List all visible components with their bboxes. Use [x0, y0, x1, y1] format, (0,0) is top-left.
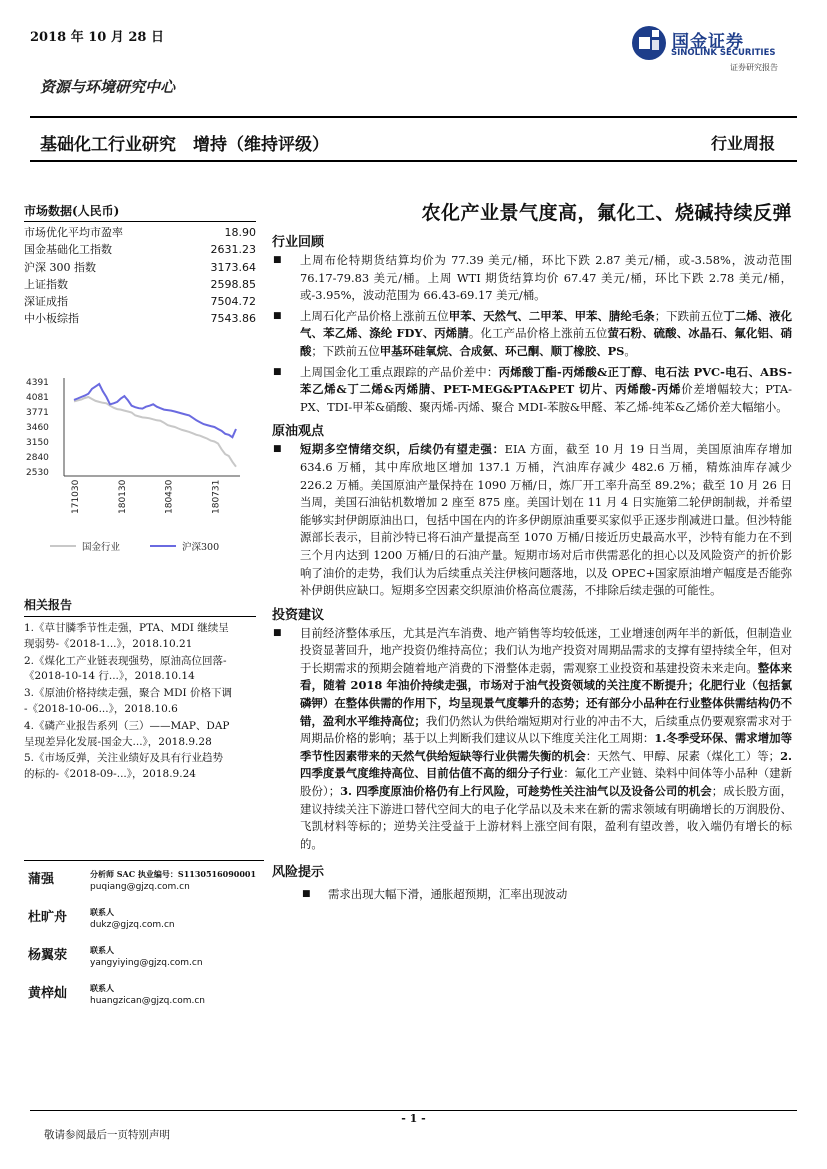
market-data-row — [24, 259, 256, 276]
related-report-title: 5.《市场反弹，关注业绩好及具有行业趋势 — [24, 752, 224, 765]
review-chem-down: 甲基环硅氧烷、合成氨、环己酮、顺丁橡胶、PS — [379, 343, 625, 358]
title-divider — [30, 160, 797, 162]
analyst-name: 蒲强 — [28, 872, 55, 887]
page-number: - 1 - — [401, 1112, 426, 1125]
market-data-title: 市场数据(人民币) — [24, 204, 120, 218]
disclaimer-note: 敬请参阅最后一页特别声明 — [44, 1129, 170, 1141]
analyst-role: 联系人 — [90, 983, 114, 993]
market-data-value: 2598.85 — [210, 277, 256, 291]
related-report-source: -《2018-10-06...》，2018.10.6 — [24, 702, 178, 715]
market-data-label: 市场优化平均市盈率 — [24, 226, 123, 239]
review-spreads-text: 价差增幅较大；PTA-PX、TDI-甲苯&硝酸、聚丙烯-丙烯、聚合 MDI-苯胺&甲醛、苯乙烯-纯苯&乙烯 — [300, 382, 792, 414]
bullet-icon: ■ — [273, 627, 282, 638]
review-prices-up: 甲苯、天然气、二甲苯、甲苯、腈纶毛条 — [448, 308, 655, 323]
invest-text: ；成长股方面，建议持续关注下游进口替代空间大的电子化学品以及未来在新的需求领域有明确增长的万润股份、飞凯材料等标的；逆势关注受益于上游材料上涨空间有限，盈利有望改善，收入端仍有增长的标的。 — [300, 784, 792, 851]
analyst-name: 黄梓灿 — [28, 986, 68, 1001]
related-report-item[interactable] — [24, 686, 270, 718]
company-logo — [630, 24, 790, 76]
logo-english-name: SINOLINK SECURITIES — [671, 48, 776, 58]
series-line-industry — [74, 397, 236, 467]
oil-view-lead: 短期多空情绪交织，后续仍有望走强： — [300, 442, 505, 457]
related-report-title: 3.《原油价格持续走强，聚合 MDI 价格下调 — [24, 687, 233, 700]
invest-highlight: 1.冬季受环保、需求增加等季节性因素带来的天然气供给短缺等行业供需失衡的机会 — [300, 731, 792, 763]
report-headline: 农化产业景气度高，氟化工、烧碱持续反弹 — [421, 202, 792, 224]
analyst-email[interactable]: yangyiying@gjzq.com.cn — [90, 958, 203, 968]
review-oil-text: 上周布伦特期货结算均价为 77.39 美元/桶，环比下跌 2.87 美元/桶，或-3.58%，波动范围 76.17-79.83 美元/桶。上周 WTI 期货结算均价 67.47 美元/桶，环比下跌 2.78 美元/桶，或-3.95%，波动范围为 66.43-69.17 美元/桶。 — [300, 253, 792, 303]
risk-text: 需求出现大幅下滑，通胀超预期，汇率出现波动 — [328, 887, 568, 902]
logo-mark-icon — [630, 24, 668, 62]
index-comparison-chart — [22, 370, 252, 560]
market-data-row — [24, 276, 256, 293]
review-paragraph-prices — [272, 308, 792, 361]
analyst-name: 杨翼荥 — [28, 948, 68, 963]
market-divider — [24, 221, 256, 222]
review-prices-text: 上周石化产品价格上涨前五位 — [300, 308, 449, 323]
market-data-value: 7543.86 — [210, 312, 256, 326]
invest-text: ：天然气、甲醇、尿素（煤化工）等； — [585, 748, 781, 763]
review-spreads-up: 丙烯酸丁酯-丙烯酸&正丁醇、电石法 PVC-电石、ABS-苯乙烯&丁二烯&丙烯腈、PET-MEG&PTA&PET 切片、丙烯酸-丙烯 — [300, 364, 792, 397]
logo-chinese-name: 国金证券 — [672, 32, 744, 52]
review-prices-text: 。 — [624, 343, 636, 358]
invest-highlight: 2. 四季度景气度维持高位、目前估值不高的细分子行业 — [300, 748, 792, 781]
y-tick-label: 3460 — [26, 423, 49, 434]
market-data-label: 上证指数 — [24, 277, 68, 291]
review-prices-text: 。化工产品价格上涨前五位 — [468, 326, 608, 341]
analyst-entry — [28, 868, 268, 902]
market-data-value: 3173.64 — [210, 260, 256, 274]
related-report-item[interactable] — [24, 719, 270, 751]
related-report-source: 的标的-《2018-09-...》，2018.9.24 — [24, 768, 196, 781]
y-tick-label: 3771 — [26, 407, 49, 418]
market-data-panel — [24, 202, 256, 328]
oil-view-heading: 原油观点 — [272, 424, 325, 440]
market-data-row — [24, 224, 256, 241]
market-data-label: 国金基础化工指数 — [24, 243, 112, 257]
legend-label: 国金行业 — [82, 542, 121, 553]
market-data-value: 2631.23 — [210, 243, 256, 257]
market-data-row — [24, 310, 256, 327]
related-report-title: 1.《草甘膦季节性走强，PTA、MDI 继续呈 — [24, 622, 229, 634]
review-chem-up: 萤石粉、硫酸、冰晶石、氟化铝、硝酸 — [300, 326, 792, 358]
review-paragraph-spreads — [272, 364, 792, 417]
market-data-label: 深证成指 — [24, 295, 68, 309]
x-tick-label: 180430 — [164, 479, 175, 514]
logo-subtitle: 证券研究报告 — [730, 63, 778, 72]
bullet-icon: ■ — [273, 310, 282, 321]
x-tick-label: 171030 — [71, 479, 81, 514]
header-divider — [30, 116, 797, 118]
related-report-item[interactable] — [24, 751, 270, 783]
related-report-title: 2.《煤化工产业链表现强势，原油高位回落- — [24, 654, 227, 667]
related-reports-title: 相关报告 — [24, 598, 73, 612]
risk-heading: 风险提示 — [272, 865, 325, 881]
oil-view-text: EIA 方面，截至 10 月 19 日当周，美国原油库存增加 634.6 万桶，其中库欣地区增加 137.1 万桶，汽油库存减少 482.6 万桶，精炼油库存减少 226.2 万桶。美国原油产量保持在 1090 万桶/日，炼厂开工率升高至 89.2%；截至 10 月 26 日当周，美国石油钻机数增加 2 座至 875 座。美国计划在 11 月 4 日实施第二轮伊朗制裁，并希望能够实封伊朗原油出口，包括中国在内的许多伊朗原油重要买家似乎正逐步削减进口量。但沙特能源部长表示，目前沙特已将石油产量提高至 1070 万桶/日接近历史最高水平，沙特有能力在不到三个月内达到 1200 万桶/日的石油产量。短期市场对后市供需恶化的担心以及风险资产的折价影响了油价的走势，我们认为后续重点关注伊核问题落地，以及 OPEC+国家原油增产幅度是否能弥补伊朗供应缺口。短期多空因素交织原油价格高位震荡，不排除后续走强的可能性。 — [300, 442, 792, 598]
x-tick-label: 180130 — [117, 479, 128, 514]
bullet-icon: ■ — [302, 889, 311, 900]
y-tick-label: 4081 — [26, 392, 49, 403]
analyst-entry — [28, 906, 268, 940]
analyst-email[interactable]: dukz@gjzq.com.cn — [90, 920, 175, 930]
industry-review-heading: 行业回顾 — [272, 235, 325, 250]
analyst-entry — [28, 944, 268, 978]
market-data-label: 沪深 300 指数 — [24, 260, 96, 274]
analyst-role: 联系人 — [90, 945, 114, 955]
related-report-source: 《2018-10-14 行...》，2018.10.14 — [24, 670, 195, 683]
research-center-name: 资源与环境研究中心 — [40, 78, 176, 96]
oil-view-paragraph — [272, 441, 792, 599]
invest-text: 我们仍然认为供给端短期对行业的冲击不大，后续重点仍要观察需求对于周期品价格的影响；基于以上判断我们建议从以下维度关注化工周期： — [300, 713, 792, 746]
analyst-divider — [24, 860, 264, 861]
risk-paragraph — [272, 886, 792, 904]
related-report-item[interactable] — [24, 621, 270, 653]
series-line-hs300 — [74, 384, 236, 437]
related-reports-panel — [24, 596, 270, 784]
footer-divider — [30, 1110, 797, 1111]
bullet-icon: ■ — [273, 366, 282, 377]
analyst-role: 分析师 SAC 执业编号：S1130516090001 — [90, 869, 257, 879]
review-prices-down: 丁二烯、液化气、苯乙烯、涤纶 FDY、丙烯腈 — [300, 308, 792, 341]
y-tick-label: 2840 — [26, 453, 49, 464]
analyst-email[interactable]: huangzican@gjzq.com.cn — [90, 996, 205, 1006]
investment-advice-paragraph — [272, 625, 792, 854]
y-tick-label: 4391 — [26, 378, 49, 388]
y-tick-label: 3150 — [26, 438, 49, 449]
x-tick-label: 180731 — [211, 479, 222, 514]
review-prices-text: ；下跌前五位 — [654, 308, 724, 323]
main-content — [272, 198, 792, 907]
y-tick-label: 2530 — [26, 468, 49, 478]
related-report-source: 现弱势-《2018-1...》，2018.10.21 — [24, 637, 193, 650]
related-report-item[interactable] — [24, 654, 270, 686]
analyst-role: 联系人 — [90, 907, 114, 917]
related-report-title: 4.《磷产业报告系列（三）——MAP、DAP — [24, 719, 230, 732]
market-data-row — [24, 293, 256, 310]
review-paragraph-oil — [272, 252, 792, 305]
invest-text: 目前经济整体承压，尤其是汽车消费、地产销售等均较低迷，工业增速创两年半的新低，但制造业投资显著回升，地产投资仍维持高位；我们认为地产投资对周期品需求的支撑有望持续全年，但对于长期需求的预期会随着地产消费的下滑整体走弱，需观察工业投资和基建投资未来走向。 — [300, 625, 792, 675]
invest-text: ：氟化工产业链、染料中间体等小品种（建新股份）； — [300, 766, 792, 799]
invest-highlight: 整体来看，随着 2018 年油价持续走强，市场对于油气投资领域的关注度不断提升；化肥行业（包括氯磷钾）在整体供需的作用下，均呈现景气度攀升的态势；还有部分小品种在行业整体供需结构仍不错，盈利水平维持高位； — [300, 660, 792, 728]
market-data-row — [24, 241, 256, 258]
market-data-value: 18.90 — [224, 226, 256, 239]
report-date: 2018 年 10 月 28 日 — [30, 30, 164, 45]
invest-highlight: 3. 四季度原油价格仍有上行风险，可趁势性关注油气以及设备公司的机会 — [340, 784, 712, 799]
analyst-name: 杜旷舟 — [28, 910, 68, 925]
market-data-label: 中小板综指 — [24, 312, 79, 326]
review-spreads-text: 价差大幅缩小。 — [707, 399, 788, 414]
market-data-value: 7504.72 — [210, 295, 256, 309]
analyst-entry — [28, 982, 268, 1016]
review-prices-text: ；下跌前五位 — [311, 343, 380, 358]
bullet-icon: ■ — [273, 444, 282, 455]
investment-advice-heading: 投资建议 — [272, 607, 325, 623]
related-divider — [24, 616, 256, 617]
industry-rating-title: 基础化工行业研究 增持（维持评级） — [40, 135, 329, 155]
review-spreads-text: 上周国金化工重点跟踪的产品价差中： — [300, 364, 499, 379]
legend-label: 沪深300 — [182, 542, 220, 553]
bullet-icon: ■ — [273, 255, 282, 265]
related-report-source: 呈现差异化发展-国金大...》，2018.9.28 — [24, 735, 212, 748]
analyst-email[interactable]: puqiang@gjzq.com.cn — [90, 882, 190, 892]
report-type-label: 行业周报 — [710, 134, 775, 153]
